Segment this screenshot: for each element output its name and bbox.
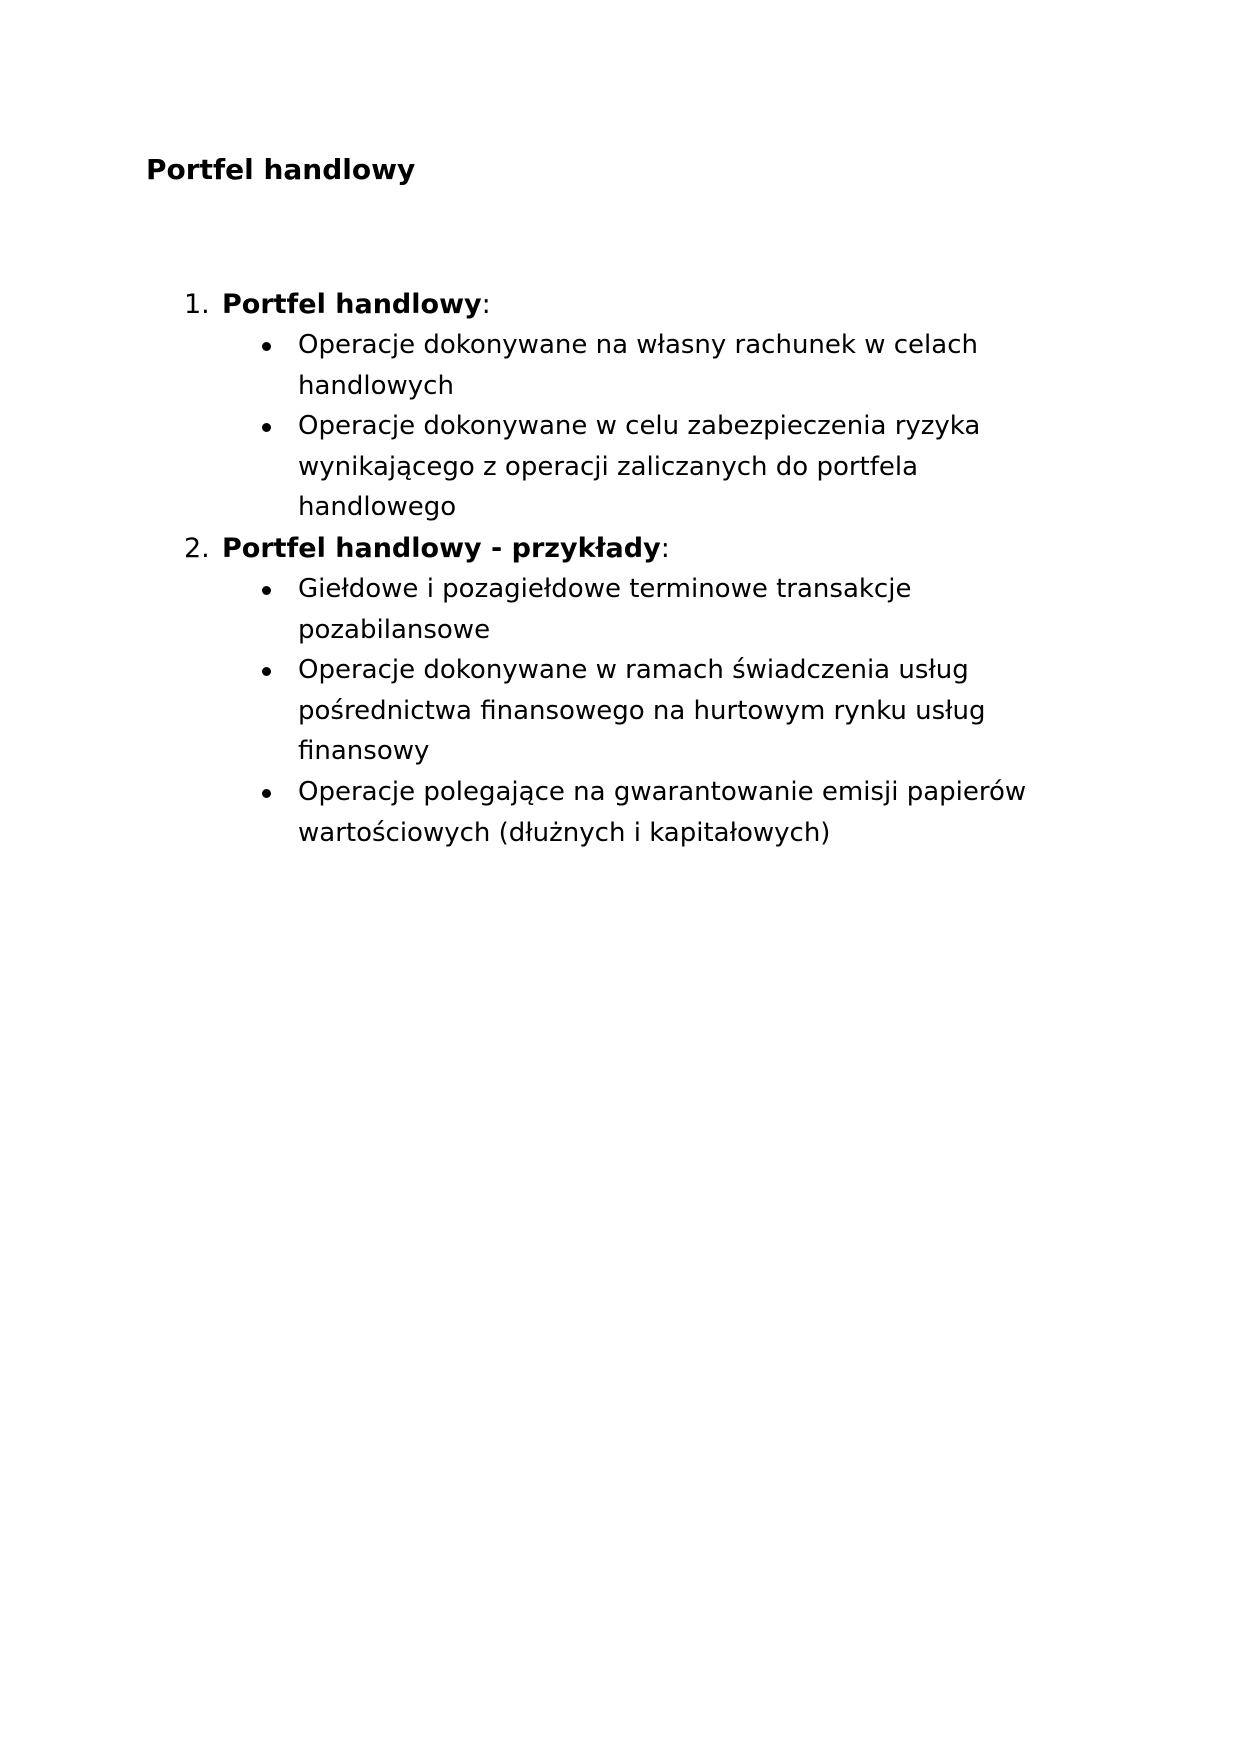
outline-section-2: [184, 528, 1084, 853]
bullet-icon: [262, 423, 271, 432]
bullet-text: Operacje dokonywane w ramach świadczenia usług pośrednictwa finansowego na hurtowym rynku usług finansowy: [298, 655, 986, 767]
bullet-text: Operacje polegające na gwarantowanie emisji papierów wartościowych (dłużnych i kapitałowych): [298, 776, 1027, 848]
section-number: 2.: [184, 532, 210, 564]
bullet-item: [184, 325, 1068, 406]
bullet-text: Giełdowe i pozagiełdowe terminowe transakcje pozabilansowe: [298, 573, 912, 645]
bullet-item: [184, 772, 1068, 853]
bullet-icon: [262, 789, 271, 798]
bullet-item: [184, 406, 1068, 528]
numbered-outline: [184, 284, 1084, 853]
section-heading: [184, 284, 1084, 325]
page-title: Portfel handlowy: [146, 153, 416, 186]
section-title: Portfel handlowy - przykłady: [222, 532, 661, 564]
section-title: Portfel handlowy: [222, 289, 482, 320]
section-heading: [184, 528, 1084, 569]
section-colon: :: [481, 289, 491, 320]
bullet-icon: [262, 586, 271, 595]
bullet-icon: [262, 667, 271, 676]
bullet-list: [184, 325, 1084, 528]
bullet-text: Operacje dokonywane na własny rachunek w celach handlowych: [298, 330, 978, 401]
bullet-list: [184, 569, 1084, 853]
bullet-item: [184, 650, 1068, 772]
outline-section-1: [184, 284, 1084, 528]
section-colon: :: [660, 532, 670, 564]
bullet-icon: [262, 342, 271, 351]
bullet-item: [184, 569, 1068, 650]
section-number: 1.: [184, 289, 210, 320]
bullet-text: Operacje dokonywane w celu zabezpieczenia ryzyka wynikającego z operacji zaliczanych do portfela handlowego: [298, 411, 981, 523]
